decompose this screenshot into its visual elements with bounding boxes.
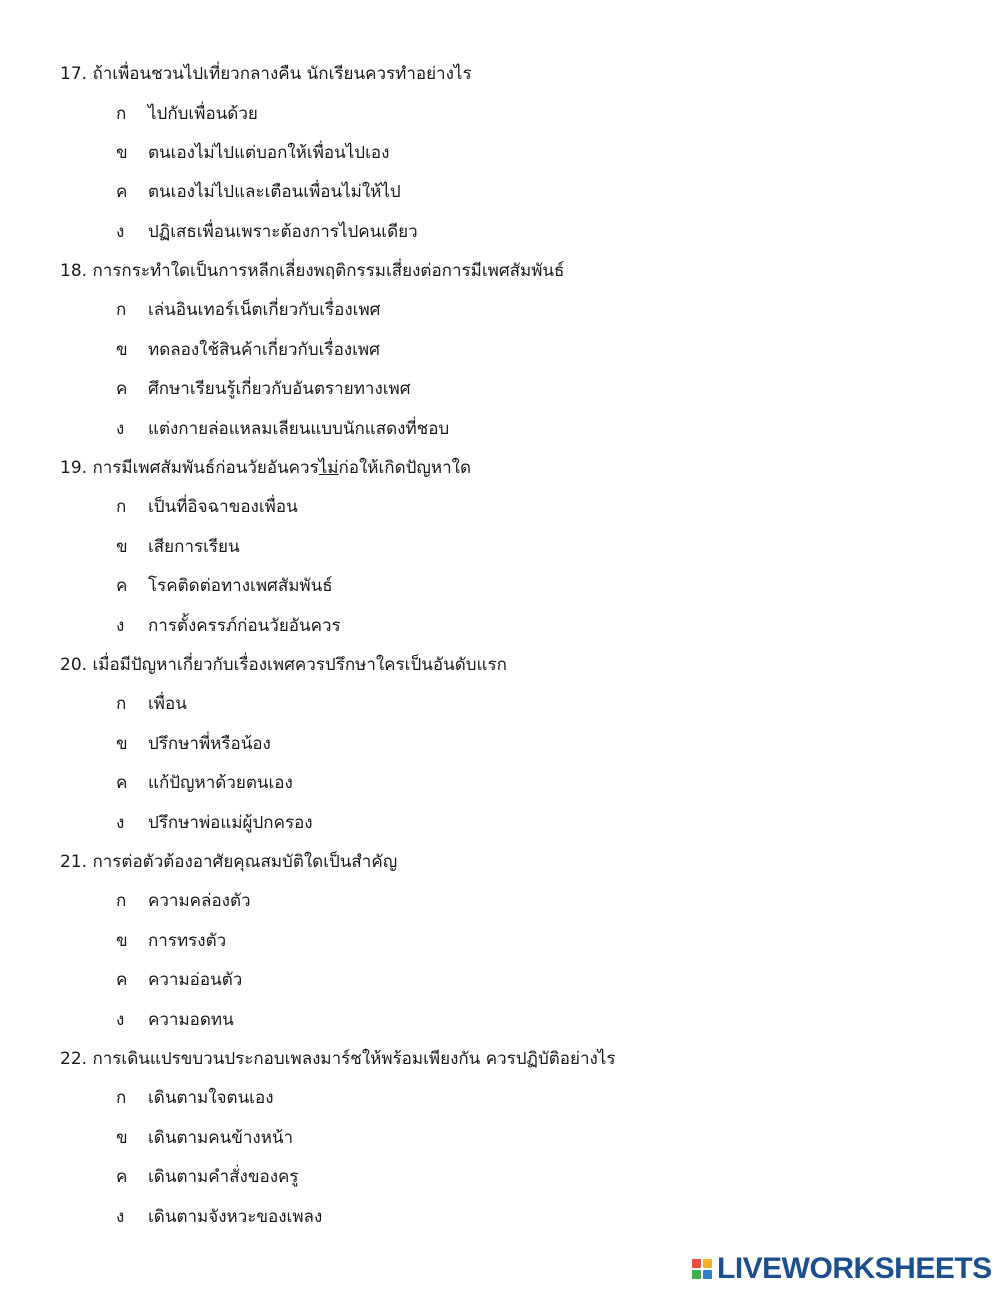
option-text: เป็นที่อิจฉาของเพื่อน [148, 497, 298, 517]
q19-option-a[interactable] [116, 497, 298, 517]
option-text: เล่นอินเทอร์เน็ตเกี่ยวกับเรื่องเพศ [148, 300, 381, 320]
option-letter: ก [116, 1088, 127, 1108]
underlined-word: ไม่ [318, 458, 339, 478]
option-text: แก้ปัญหาด้วยตนเอง [148, 773, 293, 793]
option-text: ตนเองไม่ไปและเตือนเพื่อนไม่ให้ไป [148, 182, 401, 202]
option-text: เสียการเรียน [148, 537, 240, 557]
q19-option-b[interactable] [116, 537, 240, 557]
q22-option-c[interactable] [116, 1167, 299, 1187]
logo-block-e-icon [703, 1270, 712, 1279]
option-letter: ค [116, 182, 128, 202]
option-letter: ค [116, 773, 128, 793]
q18-option-c[interactable] [116, 379, 411, 399]
option-letter: ข [116, 340, 128, 360]
q21-option-b[interactable] [116, 931, 226, 951]
option-text: เพื่อน [148, 694, 187, 714]
option-letter: ข [116, 931, 128, 951]
q21-option-a[interactable] [116, 891, 251, 911]
option-text: ศึกษาเรียนรู้เกี่ยวกับอันตรายทางเพศ [148, 379, 411, 399]
option-letter: ง [116, 616, 125, 636]
q17-option-c[interactable] [116, 182, 401, 202]
option-text: เดินตามคำสั่งของครู [148, 1167, 299, 1187]
option-letter: ง [116, 1010, 125, 1030]
option-text: การตั้งครรภ์ก่อนวัยอันควร [148, 616, 341, 636]
question-21: 21. การต่อตัวต้องอาศัยคุณสมบัติใดเป็นสำคัญ [60, 852, 398, 872]
q22-option-d[interactable] [116, 1207, 322, 1227]
logo-block-l-icon [692, 1259, 701, 1268]
q19-option-d[interactable] [116, 616, 341, 636]
question-22: 22. การเดินแปรขบวนประกอบเพลงมาร์ชให้พร้อมเพียงกัน ควรปฏิบัติอย่างไร [60, 1049, 616, 1069]
option-letter: ง [116, 222, 125, 242]
q18-option-b[interactable] [116, 340, 380, 360]
logo-block-i-icon [703, 1259, 712, 1268]
option-text: การทรงตัว [148, 931, 227, 951]
option-text: เดินตามจังหวะของเพลง [148, 1207, 323, 1227]
option-text: ทดลองใช้สินค้าเกี่ยวกับเรื่องเพศ [148, 340, 380, 360]
q20-option-b[interactable] [116, 734, 271, 754]
question-17: 17. ถ้าเพื่อนชวนไปเที่ยวกลางคืน นักเรียนควรทำอย่างไร [60, 64, 472, 84]
option-text: ปรึกษาพ่อแม่ผู้ปกครอง [148, 813, 313, 833]
q21-option-c[interactable] [116, 970, 242, 990]
option-text: ความอดทน [148, 1010, 234, 1030]
option-text: เดินตามใจตนเอง [148, 1088, 274, 1108]
option-letter: ค [116, 970, 128, 990]
logo-block-v-icon [692, 1270, 701, 1279]
q21-option-d[interactable] [116, 1010, 234, 1030]
option-letter: ข [116, 537, 128, 557]
option-text: ความอ่อนตัว [148, 970, 243, 990]
question-20: 20. เมื่อมีปัญหาเกี่ยวกับเรื่องเพศควรปรึกษาใครเป็นอันดับแรก [60, 655, 507, 675]
option-letter: ง [116, 419, 125, 439]
q22-option-b[interactable] [116, 1128, 293, 1148]
option-text: เดินตามคนข้างหน้า [148, 1128, 294, 1148]
q17-option-d[interactable] [116, 222, 418, 242]
option-letter: ค [116, 1167, 128, 1187]
q18-option-a[interactable] [116, 300, 380, 320]
option-letter: ข [116, 1128, 128, 1148]
option-text: ความคล่องตัว [148, 891, 251, 911]
q17-option-b[interactable] [116, 143, 389, 163]
option-letter: ค [116, 576, 128, 596]
q18-option-d[interactable] [116, 419, 449, 439]
option-text: โรคติดต่อทางเพศสัมพันธ์ [148, 576, 333, 596]
question-18: 18. การกระทำใดเป็นการหลีกเลี่ยงพฤติกรรมเสี่ยงต่อการมีเพศสัมพันธ์ [60, 261, 565, 281]
liveworksheets-logo [692, 1254, 992, 1284]
option-letter: ก [116, 104, 127, 124]
option-letter: ง [116, 813, 125, 833]
q19-option-c[interactable] [116, 576, 333, 596]
option-text: ไปกับเพื่อนด้วย [148, 104, 258, 124]
q17-option-a[interactable] [116, 104, 258, 124]
option-letter: ก [116, 694, 127, 714]
option-letter: ก [116, 497, 127, 517]
q22-option-a[interactable] [116, 1088, 274, 1108]
logo-text: LIVEWORKSHEETS [717, 1252, 992, 1285]
q20-option-a[interactable] [116, 694, 187, 714]
option-letter: ก [116, 891, 127, 911]
option-text: ปรึกษาพี่หรือน้อง [148, 734, 271, 754]
q20-option-d[interactable] [116, 813, 313, 833]
liveworksheets-logo-icon [692, 1259, 712, 1279]
option-text: แต่งกายล่อแหลมเลียนแบบนักแสดงที่ชอบ [148, 419, 450, 439]
option-text: ตนเองไม่ไปแต่บอกให้เพื่อนไปเอง [148, 143, 390, 163]
option-letter: ข [116, 143, 128, 163]
option-text: ปฏิเสธเพื่อนเพราะต้องการไปคนเดียว [148, 222, 418, 242]
question-19: 19. การมีเพศสัมพันธ์ก่อนวัยอันควรไม่ก่อให้เกิดปัญหาใด [60, 458, 472, 478]
option-letter: ก [116, 300, 127, 320]
option-letter: ข [116, 734, 128, 754]
option-letter: ง [116, 1207, 125, 1227]
option-letter: ค [116, 379, 128, 399]
q20-option-c[interactable] [116, 773, 293, 793]
